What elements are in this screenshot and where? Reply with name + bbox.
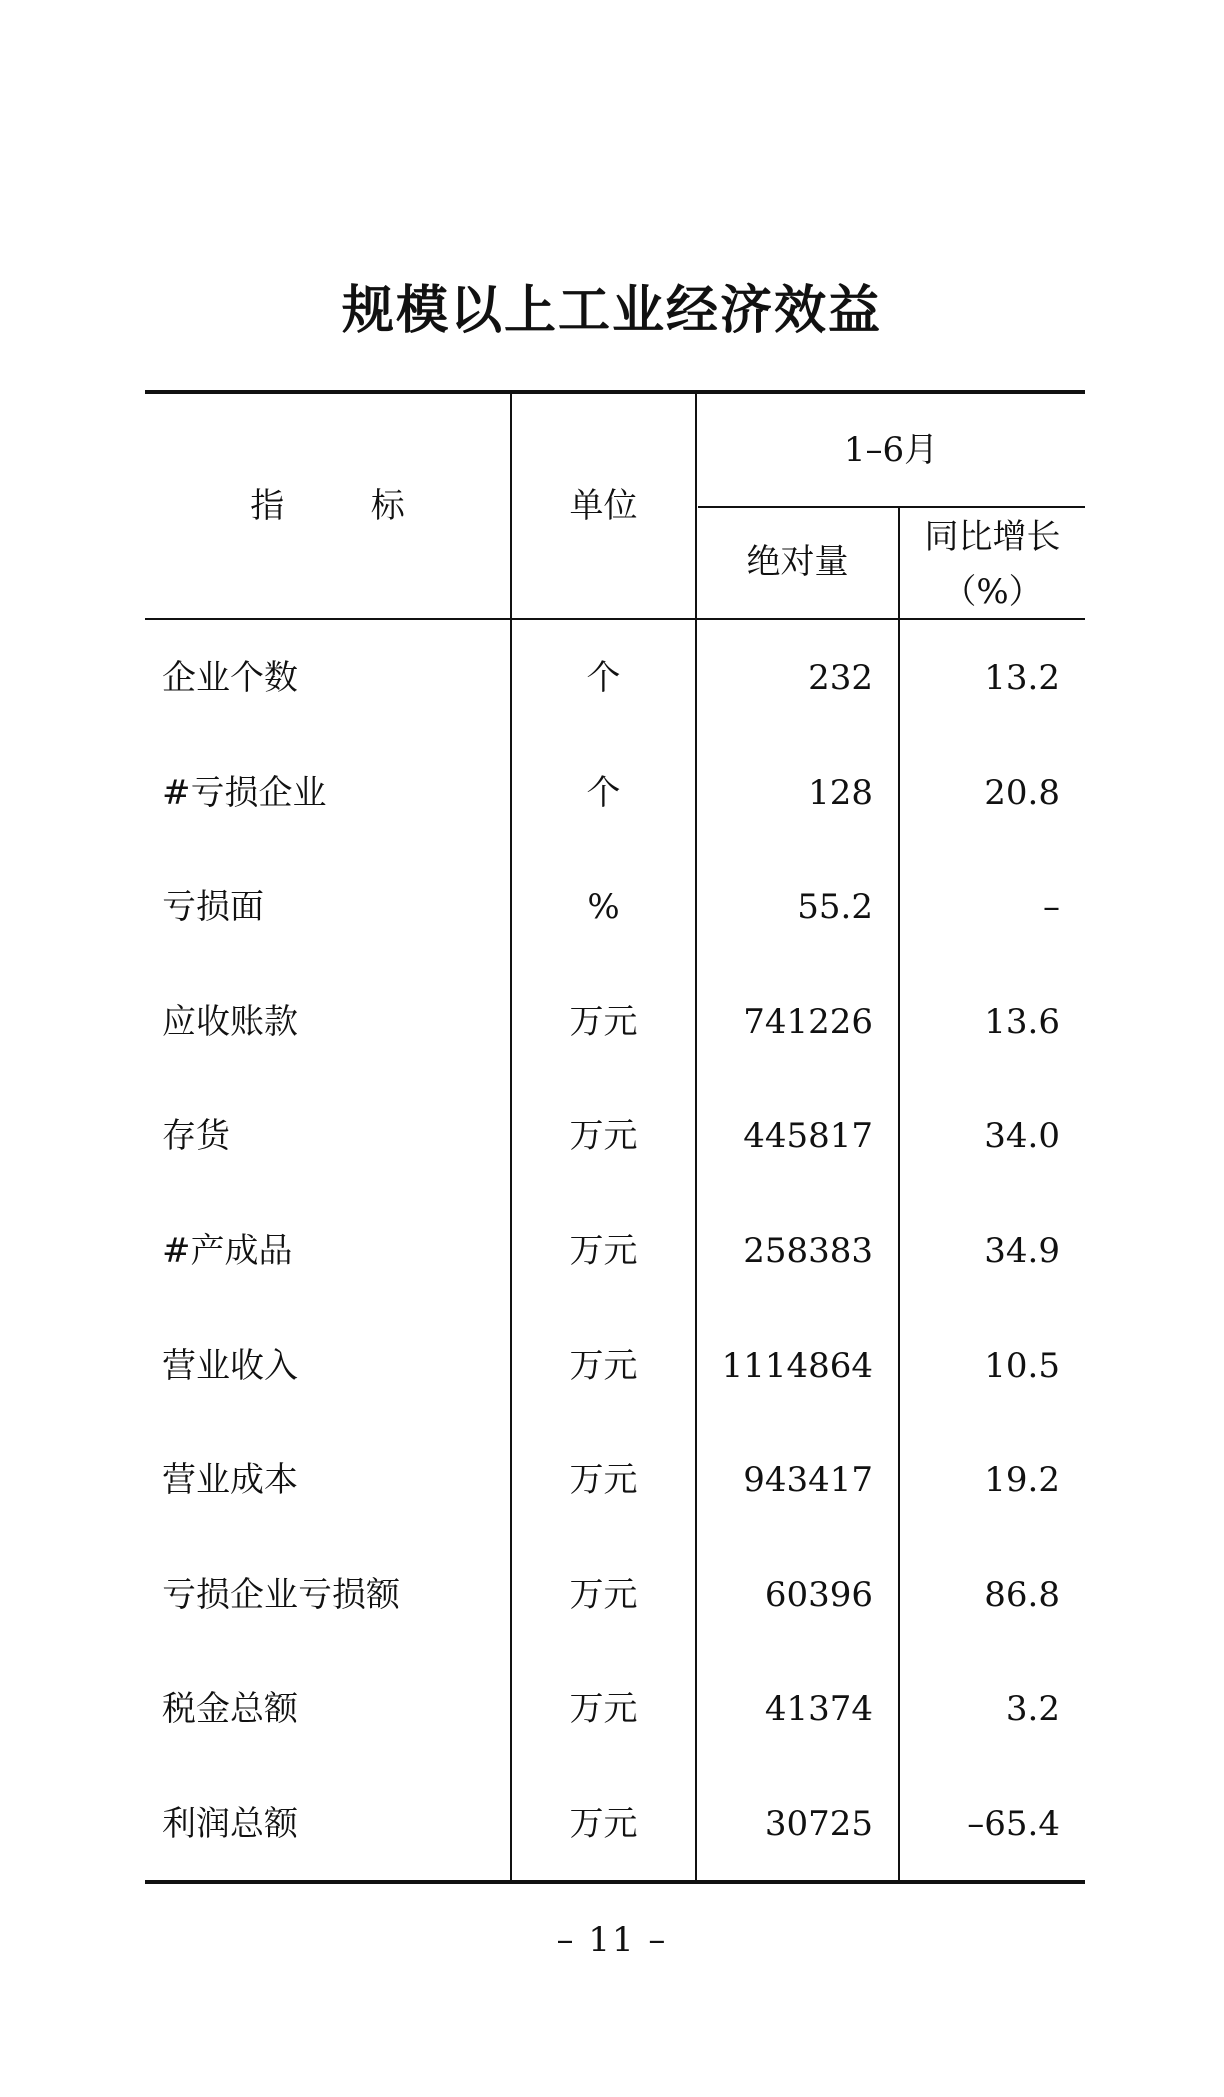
row-unit: 万元	[569, 1460, 638, 1500]
row-indicator-name: 营业成本	[162, 1460, 298, 1500]
row-indicator-name: 存货	[162, 1116, 230, 1156]
header-bottom-rule	[145, 618, 1085, 620]
row-indicator-name: #亏损企业	[162, 773, 327, 813]
row-yoy-growth: 34.9	[984, 1231, 1060, 1271]
row-yoy-growth: 19.2	[984, 1460, 1060, 1500]
row-yoy-growth: –	[1043, 887, 1060, 927]
row-yoy-growth: 13.2	[984, 658, 1060, 698]
page-title: 规模以上工业经济效益	[341, 281, 882, 341]
row-unit: 个	[586, 658, 621, 698]
row-absolute-value: 445817	[743, 1116, 873, 1156]
table-bottom-rule	[145, 1880, 1085, 1884]
row-yoy-growth: 10.5	[984, 1346, 1060, 1386]
row-yoy-growth: 13.6	[984, 1002, 1060, 1042]
row-indicator-name: 亏损面	[162, 887, 264, 927]
row-absolute-value: 741226	[743, 1002, 873, 1042]
row-unit: 万元	[569, 1575, 638, 1615]
row-absolute-value: 41374	[764, 1689, 873, 1729]
row-yoy-growth: –65.4	[967, 1804, 1060, 1844]
row-absolute-value: 60396	[764, 1575, 873, 1615]
row-yoy-growth: 34.0	[984, 1116, 1060, 1156]
row-unit: 个	[586, 773, 621, 813]
header-yoy-label: 同比增长	[924, 517, 1061, 557]
header-sub-rule	[698, 506, 1085, 508]
page-number: – 11 –	[556, 1920, 668, 1960]
row-indicator-name: #产成品	[162, 1231, 293, 1271]
col-divider-3	[898, 508, 900, 1880]
row-unit: 万元	[569, 1804, 638, 1844]
row-yoy-growth: 86.8	[984, 1575, 1060, 1615]
row-indicator-name: 利润总额	[162, 1804, 298, 1844]
header-period: 1–6月	[843, 430, 939, 470]
row-unit: %	[587, 887, 620, 927]
row-absolute-value: 30725	[764, 1804, 873, 1844]
row-indicator-name: 营业收入	[162, 1346, 298, 1386]
row-yoy-growth: 3.2	[1005, 1689, 1060, 1729]
row-indicator-name: 亏损企业亏损额	[162, 1575, 400, 1615]
row-absolute-value: 943417	[743, 1460, 873, 1500]
table-top-rule	[145, 390, 1085, 394]
row-yoy-growth: 20.8	[984, 773, 1060, 813]
row-indicator-name: 应收账款	[162, 1002, 298, 1042]
row-unit: 万元	[569, 1346, 638, 1386]
row-absolute-value: 1114864	[721, 1346, 873, 1386]
row-absolute-value: 258383	[743, 1231, 873, 1271]
header-absolute: 绝对量	[746, 542, 849, 582]
row-unit: 万元	[569, 1002, 638, 1042]
row-absolute-value: 232	[808, 658, 873, 698]
row-unit: 万元	[569, 1689, 638, 1729]
header-indicator: 指 标	[250, 486, 405, 526]
header-yoy-unit: （%）	[942, 572, 1043, 612]
row-unit: 万元	[569, 1231, 638, 1271]
row-absolute-value: 55.2	[797, 887, 873, 927]
row-unit: 万元	[569, 1116, 638, 1156]
row-indicator-name: 税金总额	[162, 1689, 298, 1729]
row-indicator-name: 企业个数	[162, 658, 298, 698]
row-absolute-value: 128	[808, 773, 873, 813]
header-unit: 单位	[569, 486, 638, 526]
